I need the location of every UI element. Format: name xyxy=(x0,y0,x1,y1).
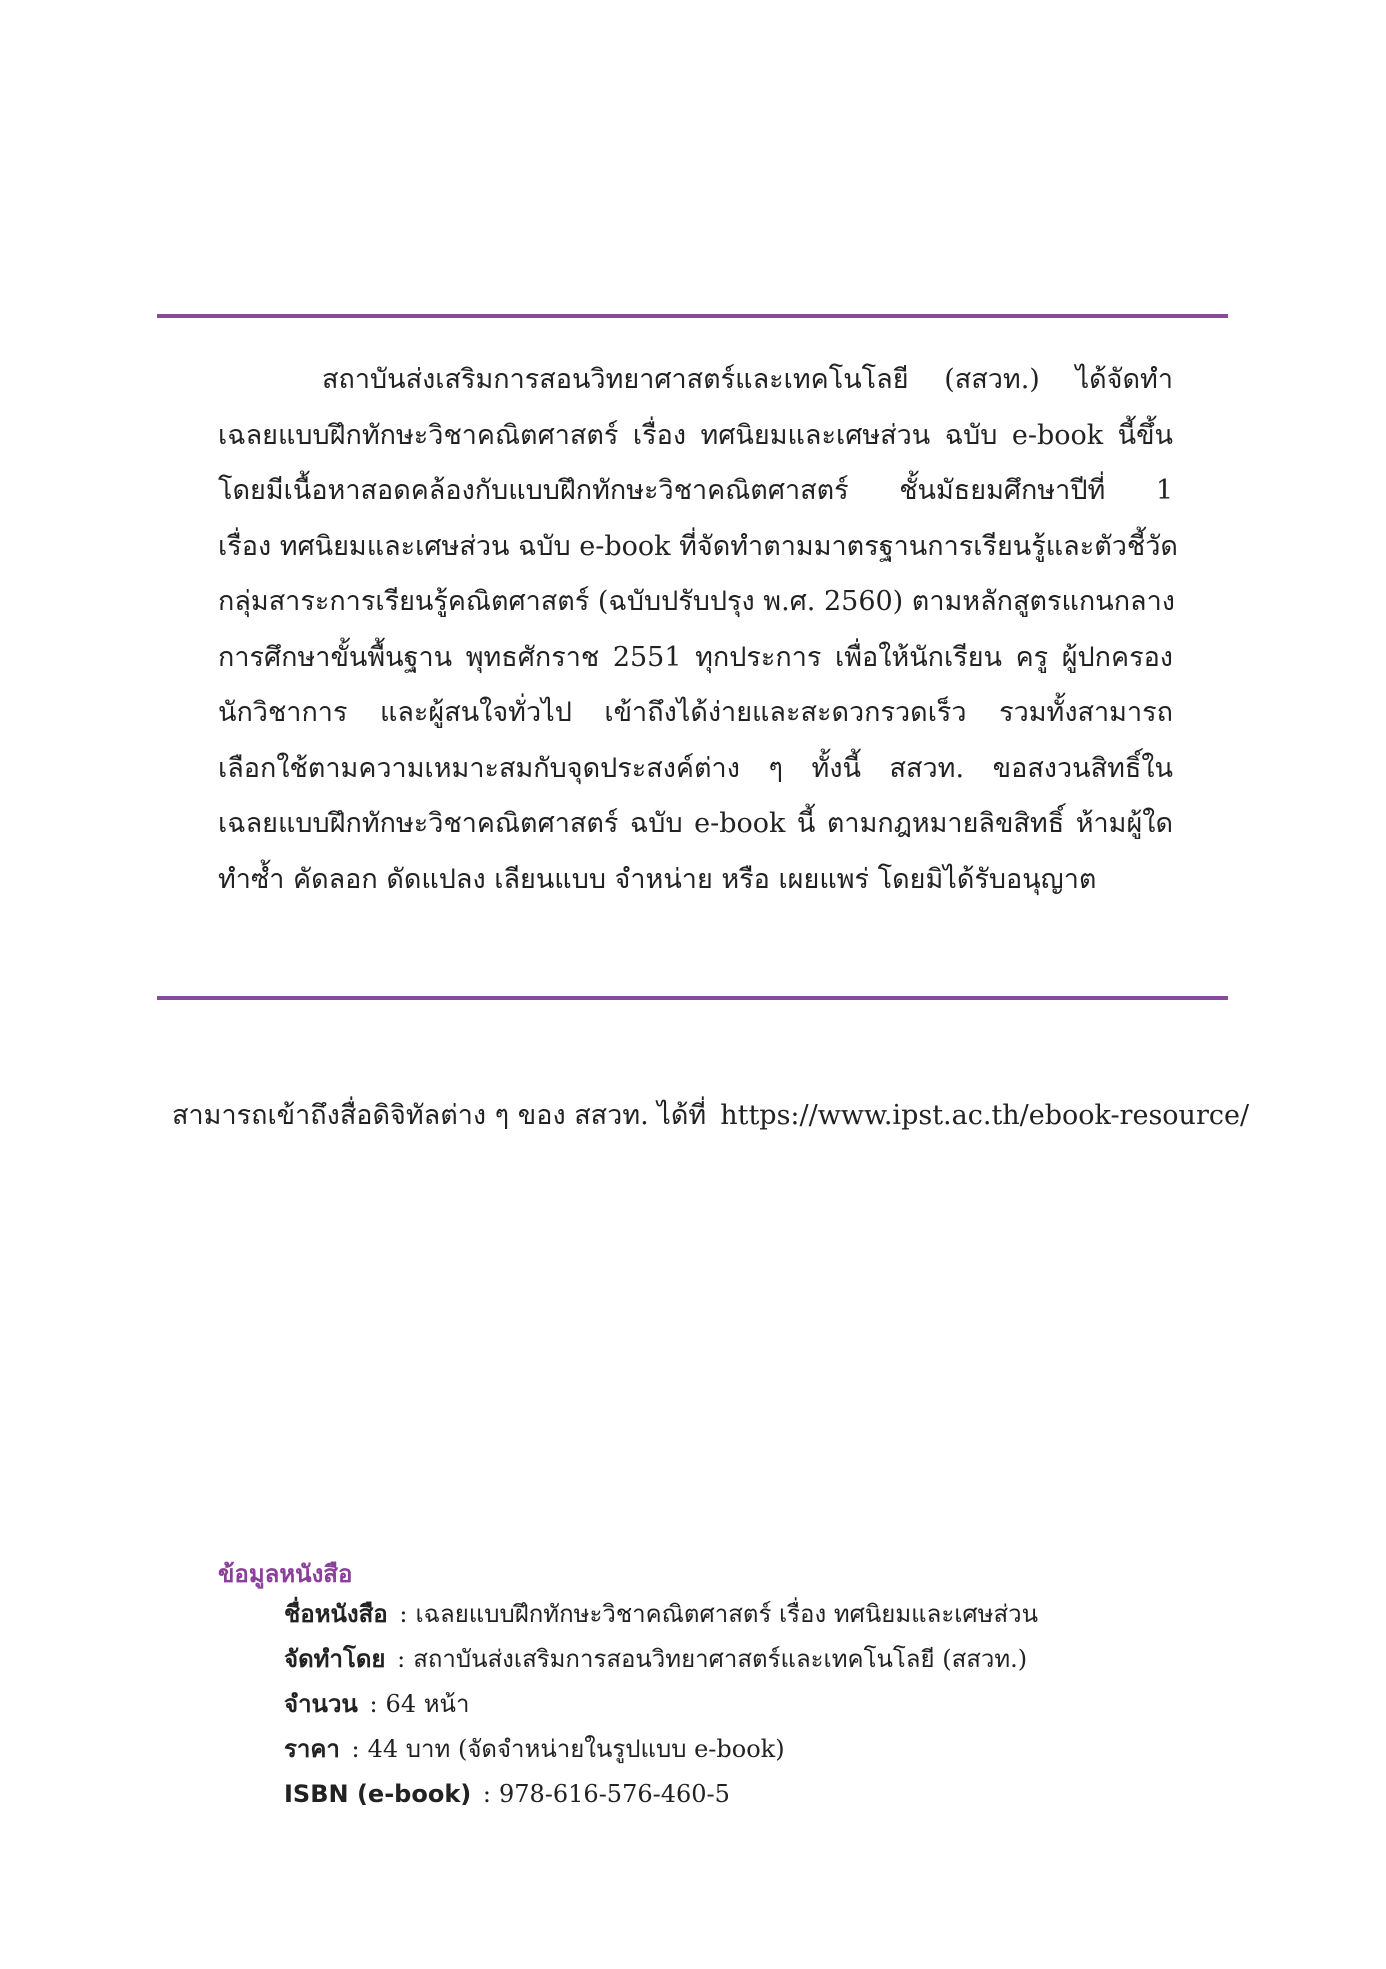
book-info-row-price: ราคา : 44 บาท (จัดจำหน่ายในรูปแบบ e-book) xyxy=(284,1735,785,1763)
notice-line: โดยมีเนื้อหาสอดคล้องกับแบบฝึกทักษะวิชาคณิตศาสตร์ ชั้นมัธยมศึกษาปีที่ 1 xyxy=(218,475,1173,506)
book-info-value: เฉลยแบบฝึกทักษะวิชาคณิตศาสตร์ เรื่อง ทศนิยมและเศษส่วน xyxy=(415,1600,1039,1628)
notice-line: สถาบันส่งเสริมการสอนวิทยาศาสตร์และเทคโนโลยี (สสวท.) ได้จัดทำ xyxy=(322,364,1173,395)
copyright-notice xyxy=(218,352,1178,907)
book-info-heading: ข้อมูลหนังสือ xyxy=(218,1560,353,1588)
book-info-row-pages: จำนวน : 64 หน้า xyxy=(284,1690,470,1718)
notice-line: เลือกใช้ตามความเหมาะสมกับจุดประสงค์ต่าง ๆ ทั้งนี้ สสวท. ขอสงวนสิทธิ์ใน xyxy=(218,752,1173,784)
book-info-row-title: ชื่อหนังสือ : เฉลยแบบฝึกทักษะวิชาคณิตศาสตร์ เรื่อง ทศนิยมและเศษส่วน xyxy=(284,1600,1039,1628)
book-info-value: 978-616-576-460-5 xyxy=(498,1780,730,1808)
notice-line: เรื่อง ทศนิยมและเศษส่วน ฉบับ e-book ที่จัดทำตามมาตรฐานการเรียนรู้และตัวชี้วัด xyxy=(218,530,1178,562)
notice-line: กลุ่มสาระการเรียนรู้คณิตศาสตร์ (ฉบับปรับปรุง พ.ศ. 2560) ตามหลักสูตรแกนกลาง xyxy=(218,586,1175,617)
book-info-label: ชื่อหนังสือ xyxy=(284,1600,388,1628)
book-info-label: จัดทำโดย xyxy=(284,1645,386,1673)
notice-line: เฉลยแบบฝึกทักษะวิชาคณิตศาสตร์ เรื่อง ทศนิยมและเศษส่วน ฉบับ e-book นี้ขึ้น xyxy=(218,419,1173,451)
notice-line: นักวิชาการ และผู้สนใจทั่วไป เข้าถึงได้ง่ายและสะดวกรวดเร็ว รวมทั้งสามารถ xyxy=(218,697,1173,728)
resource-link[interactable]: https://www.ipst.ac.th/ebook-resource/ xyxy=(720,1100,1250,1131)
book-info-label: ราคา xyxy=(284,1735,340,1763)
notice-line: เฉลยแบบฝึกทักษะวิชาคณิตศาสตร์ ฉบับ e-book นี้ ตามกฎหมายลิขสิทธิ์ ห้ามผู้ใด xyxy=(218,808,1173,839)
book-info-value: สถาบันส่งเสริมการสอนวิทยาศาสตร์และเทคโนโลยี (สสวท.) xyxy=(413,1645,1028,1673)
notice-line: การศึกษาขั้นพื้นฐาน พุทธศักราช 2551 ทุกประการ เพื่อให้นักเรียน ครู ผู้ปกครอง xyxy=(218,641,1173,673)
book-info-value: 64 หน้า xyxy=(385,1690,470,1718)
book-info-value: 44 บาท (จัดจำหน่ายในรูปแบบ e-book) xyxy=(367,1735,785,1763)
bottom-divider xyxy=(157,996,1228,1000)
top-divider xyxy=(157,314,1228,318)
book-info-label: ISBN (e-book) xyxy=(284,1780,472,1808)
notice-line: ทำซ้ำ คัดลอก ดัดแปลง เลียนแบบ จำหน่าย หรือ เผยแพร่ โดยมิได้รับอนุญาต xyxy=(218,863,1097,895)
digital-access-note xyxy=(172,1096,1250,1136)
book-info xyxy=(218,1556,1218,1817)
access-text: สามารถเข้าถึงสื่อดิจิทัลต่าง ๆ ของ สสวท. ได้ที่ xyxy=(172,1100,707,1131)
book-info-row-isbn: ISBN (e-book) : 978-616-576-460-5 xyxy=(284,1780,730,1808)
book-info-label: จำนวน xyxy=(284,1690,358,1718)
book-info-row-publisher: จัดทำโดย : สถาบันส่งเสริมการสอนวิทยาศาสตร์และเทคโนโลยี (สสวท.) xyxy=(284,1645,1028,1673)
